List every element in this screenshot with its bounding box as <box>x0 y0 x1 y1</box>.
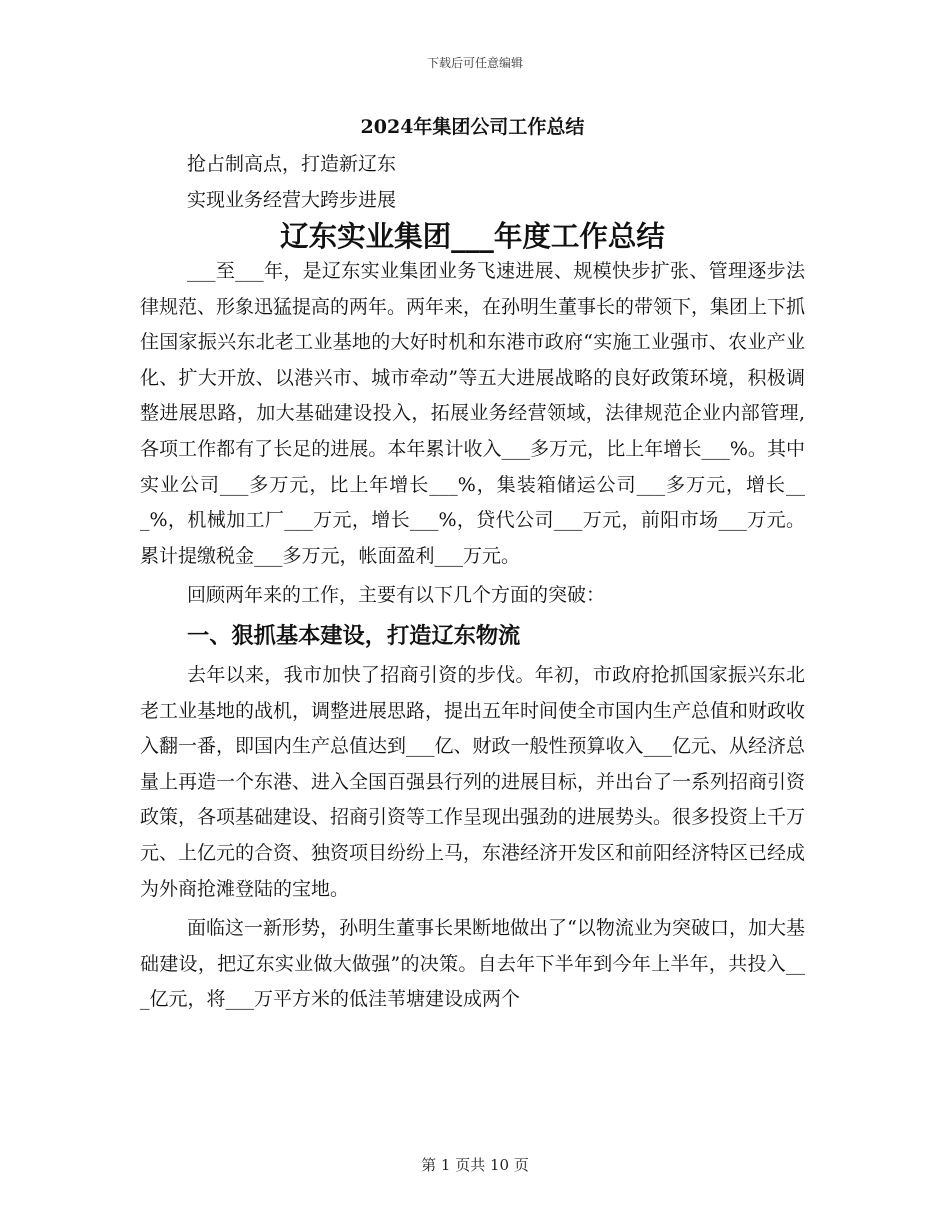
subtitle-line-2: 实现业务经营大跨步进展 <box>187 189 397 211</box>
intro-paragraph: ___至___年，是辽东实业集团业务飞速进展、规模快步扩张、管理逐步法律规范、形象迅猛提高的两年。两年来，在孙明生董事长的带领下，集团上下抓住国家振兴东北老工业基地的大好时机和东港市政府“实施工业强市、农业产业化、扩大开放、以港兴市、城市牵动”等五大进展战略的良好政策环境，积极调整进展思路，加大基础建设投入，拓展业务经营领域，法律规范企业内部管理,各项工作都有了长足的进展。本年累计收入___多万元，比上年增长___%。其中实业公司___多万元，比上年增长___%，集装箱储运公司___多万元，增长___%，机械加工厂___万元，增长___%，贷代公司___万元，前阳市场___万元。累计提缴税金___多万元，帐面盈利___万元。 <box>140 260 806 567</box>
subtitle-line-1: 抢占制高点，打造新辽东 <box>187 153 397 175</box>
review-paragraph: 回顾两年来的工作，主要有以下几个方面的突破： <box>187 584 606 607</box>
section-paragraph-1: 去年以来，我市加快了招商引资的步伐。年初，市政府抢抓国家振兴东北老工业基地的战机，调整进展思路，提出五年时间使全市国内生产总值和财政收入翻一番，即国内生产总值达到___亿、财政一般性预算收入___亿元、从经济总量上再造一个东港、进入全国百强县行列的进展目标，并出台了一系列招商引资政策，各项基础建设、招商引资等工作呈现出强劲的进展势头。很多投资上千万元、上亿元的合资、独资项目纷纷上马，东港经济开发区和前阳经济特区已经成为外商抢滩登陆的宝地。 <box>140 663 806 900</box>
section-paragraph-2: 面临这一新形势，孙明生董事长果断地做出了“以物流业为突破口，加大基础建设，把辽东实业做大做强”的决策。自去年下半年到今年上半年，共投入___亿元，将___万平方米的低洼苇塘建设成两个 <box>140 917 805 1011</box>
document-title: 2024年集团公司工作总结 <box>360 116 585 138</box>
page-number-footer: 第 1 页共 10 页 <box>421 1156 529 1174</box>
section-heading-1: 一、狠抓基本建设，打造辽东物流 <box>187 622 521 649</box>
report-subtitle: 辽东实业集团___年度工作总结 <box>280 219 665 253</box>
page-header-note: 下载后可任意编辑 <box>426 56 523 70</box>
document-body <box>140 108 805 1018</box>
